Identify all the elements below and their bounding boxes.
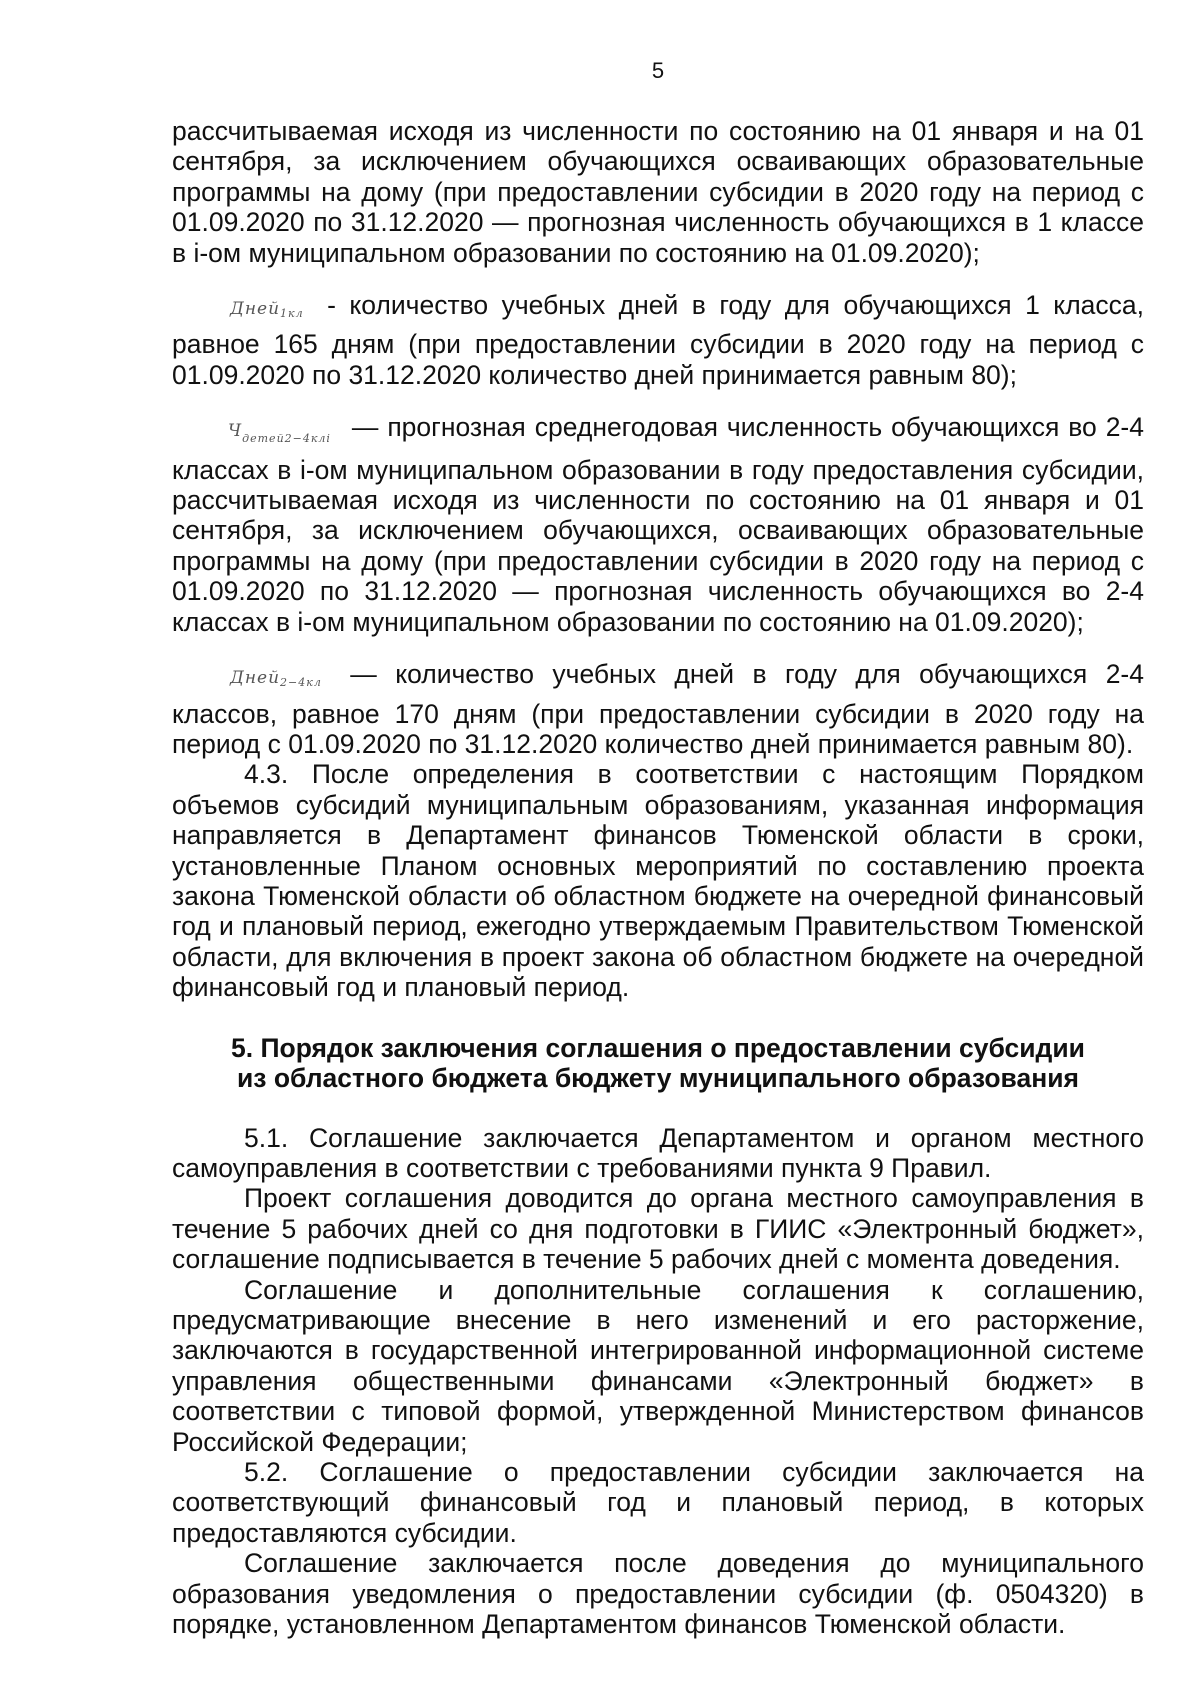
formula-variable-days-2-4kl: Дней$_{2-4кл}$ [230,668,322,690]
paragraph-var-days-2-4: Дней$_{2-4кл}$ — количество учебных дней в году для обучающихся 2-4 классов, равное 170 дням (при предоставлении субсидии в 2020 году на период с 01.09.2020 по 31.12.2020 количество дней принимается равным 80). [172,659,1144,759]
formula-variable-children-2-4kl: $Ч_{детей2-4клi}$ [228,421,331,446]
paragraph-var-days-1st-grade: Дней$_{1кл}$ - количество учебных дней в году для обучающихся 1 класса, равное 165 дням (при предоставлении субсидии в 2020 году на период с 01.09.2020 по 31.12.2020 количество дней принимается равным 80); [172,290,1144,390]
paragraph-5-2: 5.2. Соглашение о предоставлении субсидии заключается на соответствующий финансовый год и плановый период, в которых предоставляются субсидии. [172,1457,1144,1548]
paragraph-5-2-conclusion: Соглашение заключается после доведения до муниципального образования уведомления о предоставлении субсидии (ф. 0504320) в порядке, установленном Департаментом финансов Тюменской области. [172,1548,1144,1640]
paragraph-5-1-draft: Проект соглашения доводится до органа местного самоуправления в течение 5 рабочих дней со дня подготовки в ГИИС «Электронный бюджет», соглашение подписывается в течение 5 рабочих дней с момента доведения. [172,1183,1144,1275]
formula-variable-days-1kl: Дней$_{1кл}$ [230,299,304,321]
paragraph-5-1-agreement: Соглашение и дополнительные соглашения к соглашению, предусматривающие внесение в него изменений и его расторжение, заключаются в государственной интегрированной информационной системе управления общественными финансами «Электронный бюджет» в соответствии с типовой формой, утвержденной Министерством финансов Российской Федерации; [172,1274,1144,1457]
paragraph-5-1: 5.1. Соглашение заключается Департаментом и органом местного самоуправления в соответствии с требованиями пункта 9 Правил. [172,1122,1144,1183]
paragraph-continuation: рассчитываемая исходя из численности по состоянию на 01 января и на 01 сентября, за исключением обучающихся осваивающих образовательные программы на дому (при предоставлении субсидии в 2020 году на период с 01.09.2020 по 31.12.2020 — прогнозная численность обучающихся в 1 классе в i-ом муниципальном образовании по состоянию на 01.09.2020); [172,116,1144,268]
paragraph-4-3: 4.3. После определения в соответствии с настоящим Порядком объемов субсидий муниципальным образованиям, указанная информация направляется в Департамент финансов Тюменской области в сроки, установленные Планом основных мероприятий по составлению проекта закона Тюменской области об областном бюджете на очередной финансовый год и плановый период, ежегодно утверждаемым Правительством Тюменской области, для включения в проект закона об областном бюджете на очередной финансовый год и плановый период. [172,759,1144,1003]
paragraph-var-children-2-4: $Ч_{детей2-4клi}$ — прогнозная среднегодовая численность обучающихся во 2-4 классах в i-ом муниципальном образовании в году предоставления субсидии, рассчитываемая исходя из численности по состоянию на 01 января и 01 сентября, за исключением обучающихся, осваивающих образовательные программы на дому (при предоставлении субсидии в 2020 году на период с 01.09.2020 по 31.12.2020 — прогнозная численность обучающихся во 2-4 классах в i-ом муниципальном образовании по состоянию на 01.09.2020); [172,412,1144,637]
section-5-heading [172,1033,1144,1093]
section-5-heading-line1: 5. Порядок заключения соглашения о предоставлении субсидии [231,1032,1085,1063]
section-5-heading-line2: из областного бюджета бюджету муниципального образования [237,1062,1079,1093]
document-body [172,116,1144,1639]
page-number: 5 [651,58,665,83]
